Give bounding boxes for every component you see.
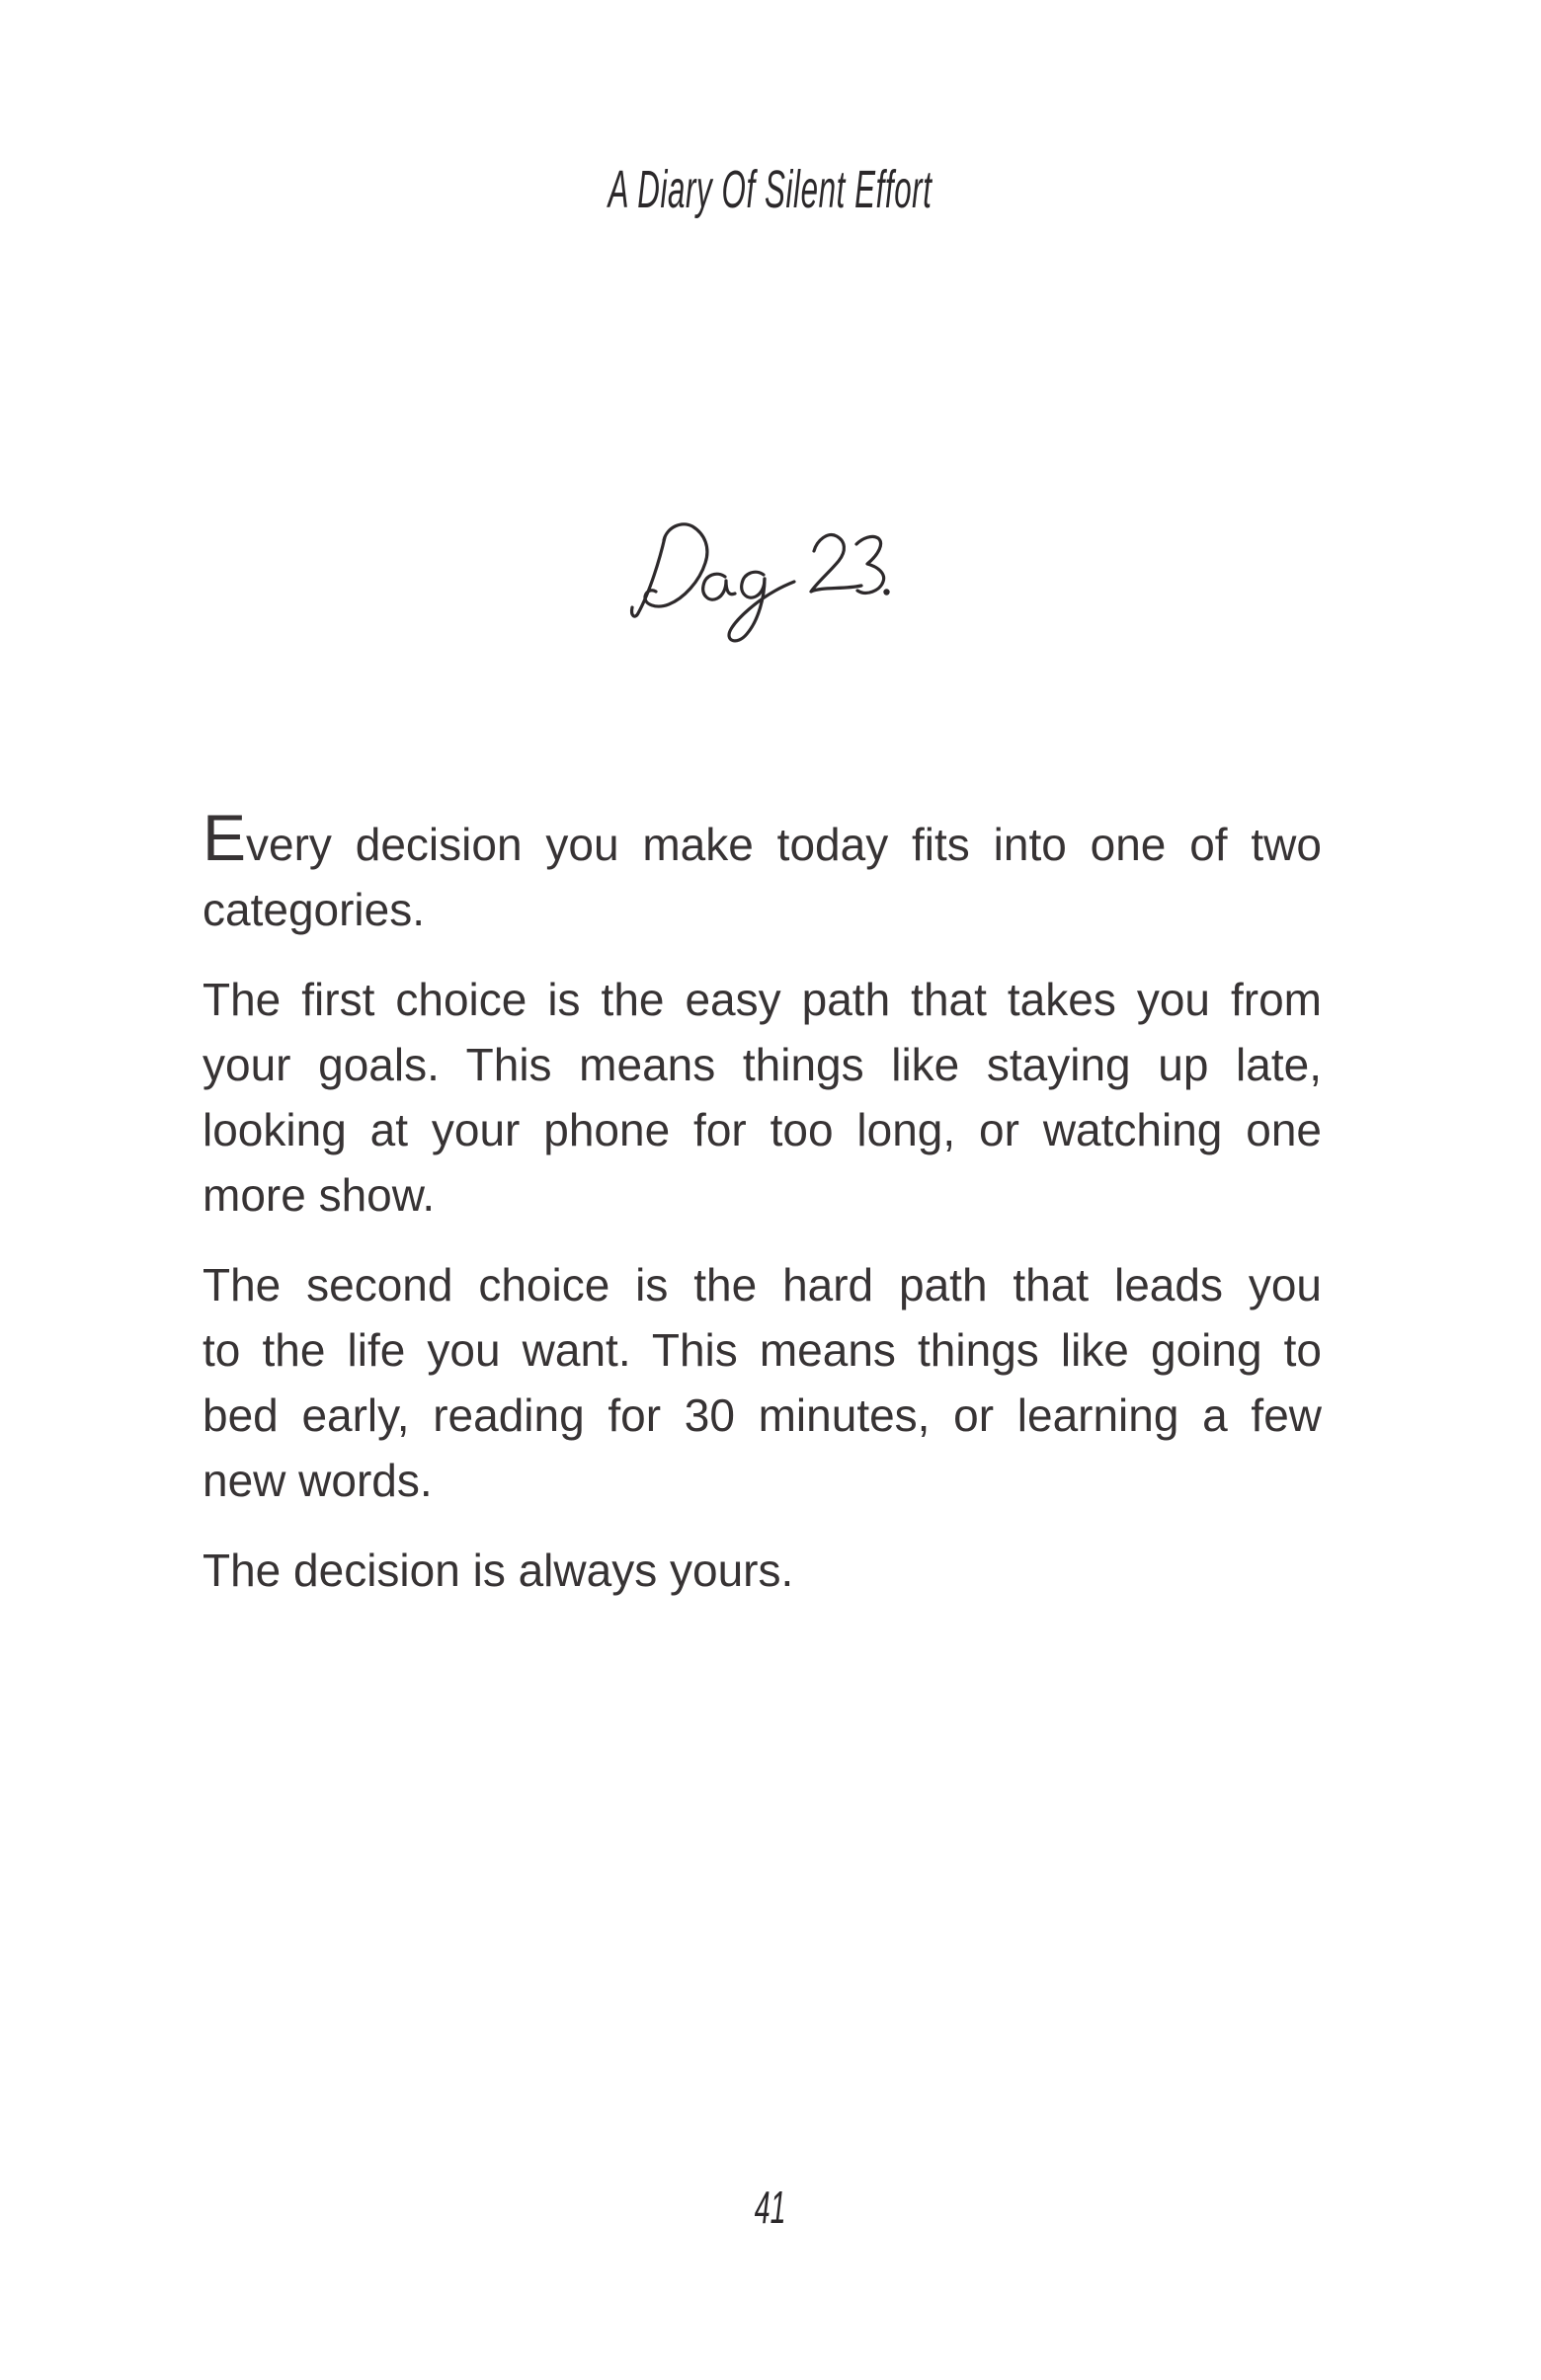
body-line: more show. bbox=[203, 1169, 436, 1221]
body-line: your goals. This means things like staying up late, bbox=[203, 1039, 1322, 1090]
running-header-title: A Diary Of Silent Effort bbox=[608, 160, 933, 219]
body-line bbox=[203, 801, 1322, 877]
running-header bbox=[0, 159, 1541, 220]
body-line: new words. bbox=[203, 1455, 433, 1506]
body-line: to the life you want. This means things like going to bbox=[203, 1324, 1322, 1376]
body-line: The second choice is the hard path that leads you bbox=[203, 1259, 1322, 1310]
paragraph bbox=[203, 1538, 1322, 1603]
paragraph bbox=[203, 801, 1322, 942]
paragraph bbox=[203, 967, 1322, 1228]
page-number bbox=[0, 2181, 1541, 2234]
drop-cap: E bbox=[203, 801, 247, 874]
day-title-svg bbox=[612, 499, 909, 647]
body-line: looking at your phone for too long, or watching one bbox=[203, 1104, 1322, 1155]
body-line-text: very decision you make today fits into one of two bbox=[246, 819, 1322, 870]
body-text bbox=[203, 801, 1322, 1603]
body-line: categories. bbox=[203, 884, 426, 935]
paragraph bbox=[203, 1252, 1322, 1513]
body-line: The decision is always yours. bbox=[203, 1545, 794, 1596]
chapter-title-script bbox=[612, 499, 909, 647]
body-line: bed early, reading for 30 minutes, or learning a few bbox=[203, 1389, 1322, 1441]
page-number-value: 41 bbox=[755, 2182, 786, 2233]
body-line: The first choice is the easy path that takes you from bbox=[203, 974, 1322, 1025]
